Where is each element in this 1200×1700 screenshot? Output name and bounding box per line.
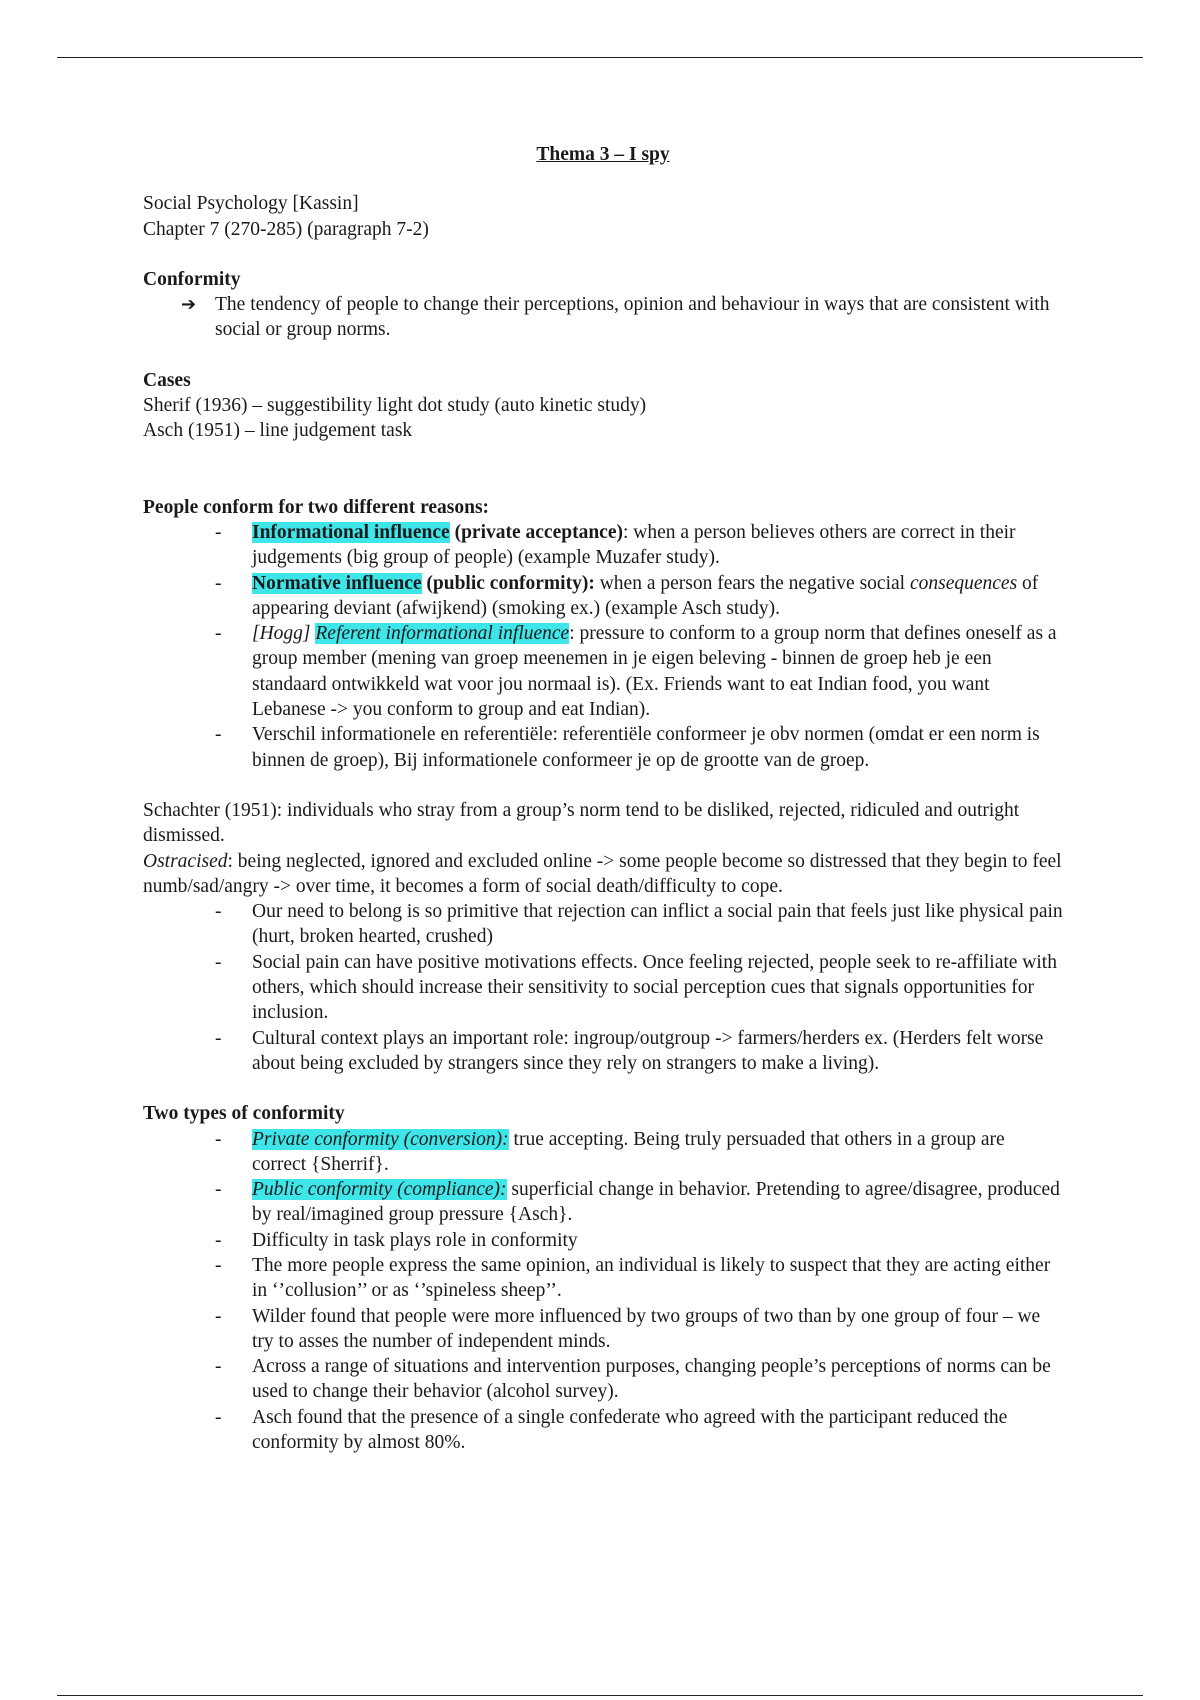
text-normative-italic: consequences	[909, 572, 1018, 594]
list-item: - Across a range of situations and intervention purposes, changing people’s perceptions of norms can be used to change their behavior (alcohol survey).	[252, 1354, 1063, 1405]
list-item: - Cultural context plays an important role: ingroup/outgroup -> farmers/herders ex. (Herders felt worse about being excluded by strangers since they rely on strangers to make a living).	[252, 1026, 1063, 1077]
list-item-referent	[252, 621, 1063, 722]
conformity-definition	[143, 292, 1063, 343]
text-informational: : when a person believes others are correct in their judgements (big group of people) (example Muzafer study).	[252, 521, 1016, 569]
case-sherif: Sherif (1936) – suggestibility light dot study (auto kinetic study)	[143, 395, 647, 417]
arrow-right-icon: ➔	[181, 294, 197, 316]
top-rule	[57, 57, 1143, 58]
types-list	[143, 1127, 1063, 1456]
source-book: Social Psychology [Kassin]	[143, 193, 359, 215]
ostracism-list	[143, 899, 1063, 1076]
list-item: - Asch found that the presence of a single confederate who agreed with the participant reduced the conformity by almost 80%.	[252, 1405, 1063, 1456]
ostracised-text: : being neglected, ignored and excluded online -> some people become so distressed that they begin to feel numb/sad/angry -> over time, it becomes a form of social death/difficulty to cope.	[143, 850, 1062, 897]
document-page	[143, 142, 1063, 1455]
ostracised-term: Ostracised	[143, 850, 228, 872]
ostracised-paragraph	[143, 849, 1063, 900]
cases-heading: Cases	[143, 369, 191, 391]
text-public: superficial change in behavior. Pretending to agree/disagree, produced by real/imagined group pressure {Asch}.	[252, 1179, 1060, 1226]
text-referent: : pressure to conform to a group norm that defines oneself as a group member (mening van groep meenemen in je eigen beleving - binnen de groep heb je een standaard ontwikkeld wat voor jou normaal is). (Ex. Friends want to eat Indian food, you want Lebanese -> you conform to group and eat Indian).	[252, 623, 1057, 721]
bottom-rule	[57, 1695, 1143, 1696]
text-normative-1: when a person fears the negative social	[594, 572, 910, 594]
reasons-heading: People conform for two different reasons:	[143, 496, 490, 518]
term-referent: Referent informational influence	[315, 623, 570, 645]
hogg-prefix: [Hogg]	[252, 623, 311, 645]
text-normative-2: of appearing deviant (afwijkend) (smoking ex.) (example Asch study).	[252, 572, 1039, 619]
case-asch: Asch (1951) – line judgement task	[143, 420, 413, 442]
term-normative: Normative influence	[252, 572, 422, 594]
sub-informational: (private acceptance)	[449, 521, 623, 543]
list-item: - Wilder found that people were more influenced by two groups of two than by one group of four – we try to asses the number of independent minds.	[252, 1304, 1063, 1355]
reasons-list	[143, 520, 1063, 773]
page-title: Thema 3 – I spy	[536, 144, 670, 165]
list-item-difference: - Verschil informationele en referentiële: referentiële conformeer je obv normen (omdat er een norm is binnen de groep), Bij informationele conformeer je op de grootte van de groep.	[252, 722, 1063, 773]
source-chapter: Chapter 7 (270-285) (paragraph 7-2)	[143, 218, 429, 240]
schachter-text: Schachter (1951): individuals who stray from a group’s norm tend to be disliked, rejected, ridiculed and outright dismissed.	[143, 799, 1020, 847]
list-item: - Social pain can have positive motivations effects. Once feeling rejected, people seek to re-affiliate with others, which should increase their sensitivity to social perception cues that signals opportunities for inclusion.	[252, 950, 1063, 1026]
list-item-private	[252, 1127, 1063, 1178]
definition-text: The tendency of people to change their perceptions, opinion and behaviour in ways that are consistent with social or group norms.	[215, 294, 1050, 341]
term-public: Public conformity (compliance):	[252, 1179, 507, 1201]
types-heading: Two types of conformity	[143, 1103, 345, 1125]
list-item: - Difficulty in task plays role in conformity	[252, 1228, 1063, 1253]
list-item: - Our need to belong is so primitive that rejection can inflict a social pain that feels just like physical pain (hurt, broken hearted, crushed)	[252, 899, 1063, 950]
list-item-public	[252, 1177, 1063, 1228]
term-informational: Informational influence	[252, 521, 450, 543]
list-item-informational	[252, 520, 1063, 571]
list-item-normative	[252, 571, 1063, 622]
list-item: - The more people express the same opinion, an individual is likely to suspect that they are acting either in ‘’collusion’’ or as ‘’spineless sheep’’.	[252, 1253, 1063, 1304]
text-private: true accepting. Being truly persuaded that others in a group are correct {Sherrif}.	[252, 1128, 1005, 1175]
term-private: Private conformity (conversion):	[252, 1128, 509, 1150]
sub-normative: (public conformity):	[421, 572, 595, 594]
conformity-heading: Conformity	[143, 268, 241, 290]
